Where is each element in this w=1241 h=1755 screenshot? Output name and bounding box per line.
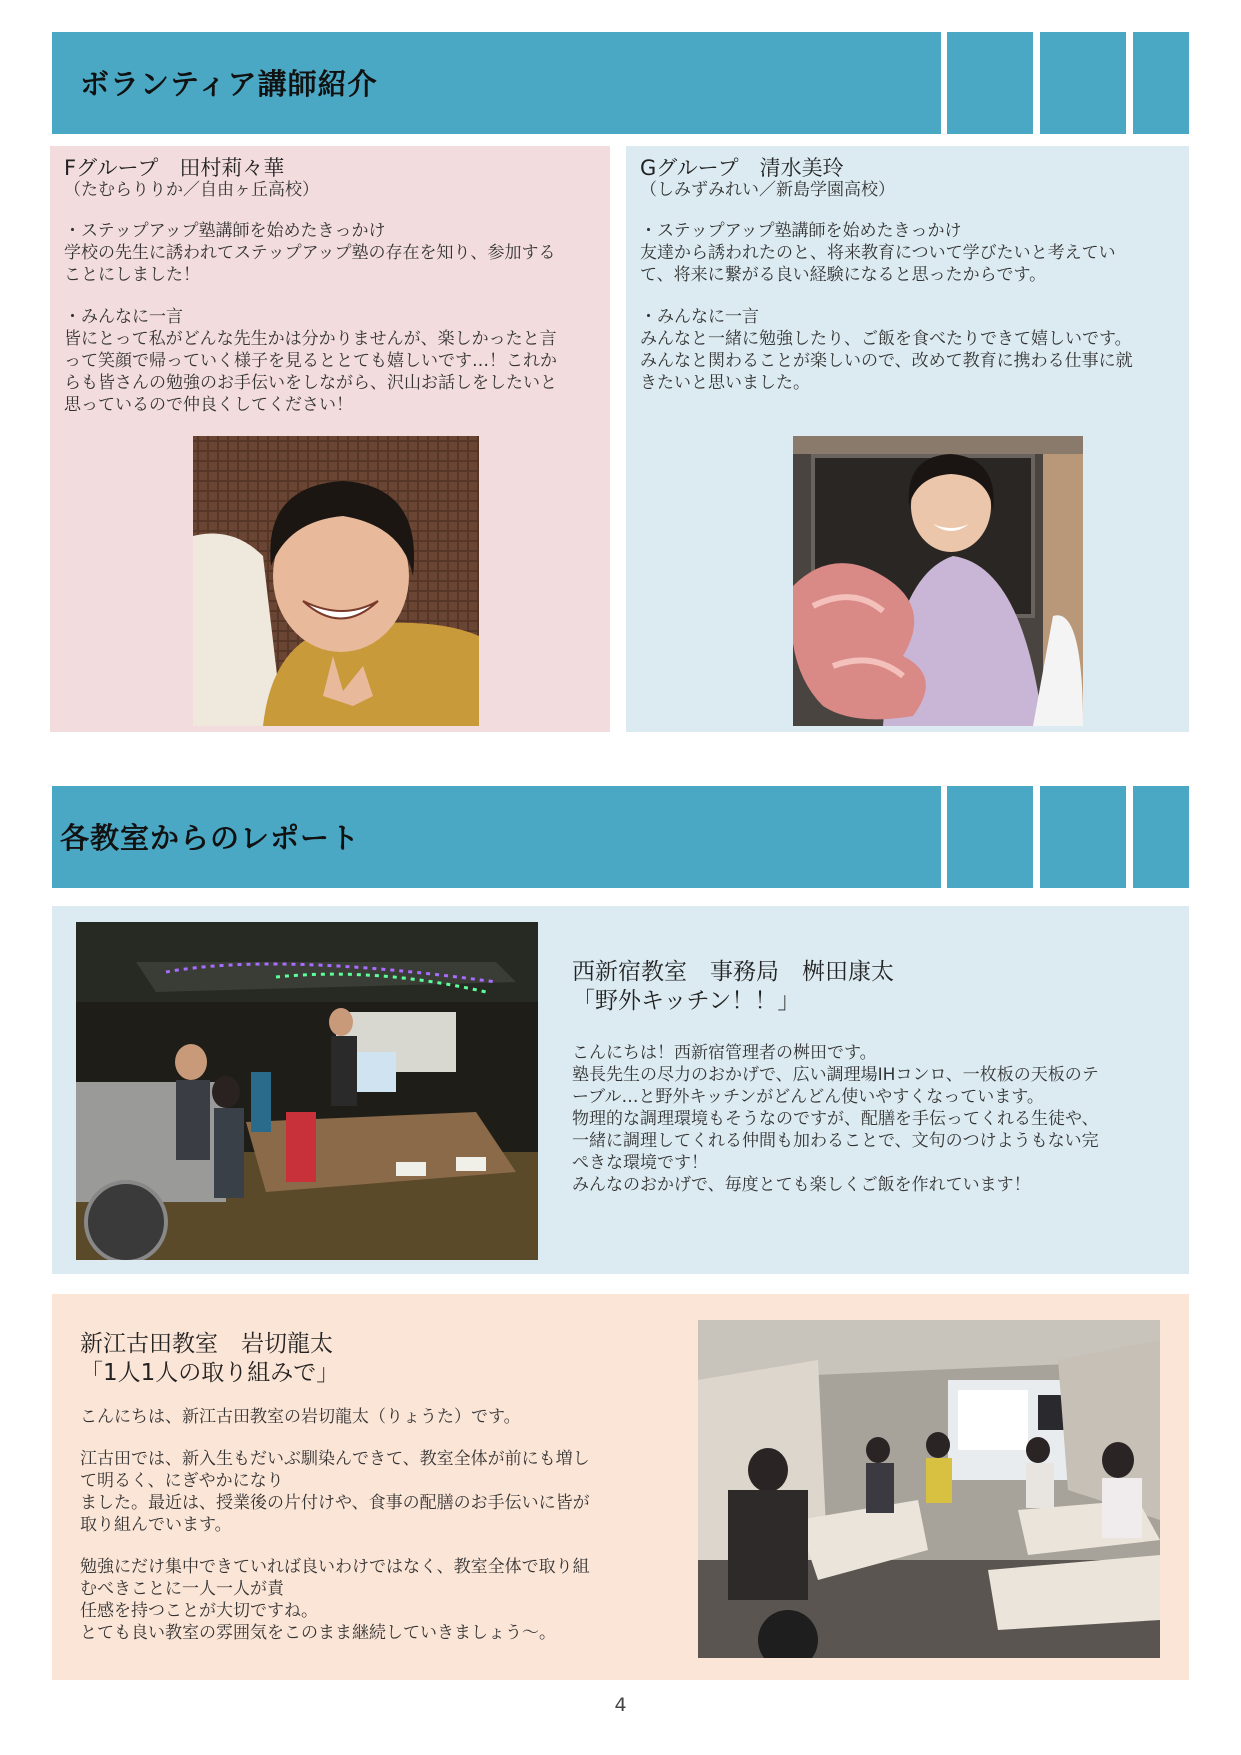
question-heading: ・みんなに一言 [64, 307, 183, 327]
banner-decor-square [1040, 32, 1126, 134]
section-title-volunteers: ボランティア講師紹介 [80, 67, 378, 101]
answer-text: 皆にとって私がどんな先生かは分かりませんが、楽しかったと言 って笑顔で帰っていく様子を見るととても嬉しいです…！これか らも皆さんの勉強のお手伝いをしながら、沢山お話しをしたいと 思っているので仲良くしてください！ [64, 329, 557, 415]
section-banner-volunteers [52, 32, 941, 134]
volunteer-name: Gグループ 清水美玲 [640, 156, 844, 180]
volunteer-school: （たむらりりか／自由ヶ丘高校） [64, 180, 319, 200]
volunteer-name: Fグループ 田村莉々華 [64, 156, 285, 180]
report-body: 江古田では、新入生もだいぶ馴染んできて、教室全体が前にも増し て明るく、にぎやかになり ました。最近は、授業後の片付けや、食事の配膳のお手伝いに皆が 取り組んでいます。 [80, 1449, 590, 1535]
report-body: 勉強にだけ集中できていれば良いわけではなく、教室全体で取り組 むべきことに一人一人が責 任感を持つことが大切ですね。 とても良い教室の雰囲気をこのまま継続していきましょう〜。 [80, 1557, 590, 1643]
page-number: 4 [614, 1694, 627, 1716]
volunteer-card-g [626, 146, 1189, 732]
report-card-shinegota [52, 1294, 1189, 1680]
banner-decor-square [1133, 32, 1189, 134]
report-author: 西新宿教室 事務局 桝田康太 [572, 959, 894, 985]
outdoor-kitchen-photo [76, 922, 538, 1260]
report-headline: 「野外キッチン！！」 [572, 988, 801, 1014]
answer-text: 友達から誘われたのと、将来教育について学びたいと考えてい て、将来に繋がる良い経験になると思ったからです。 [640, 243, 1116, 285]
report-body: こんにちは、新江古田教室の岩切龍太（りょうた）です。 [80, 1407, 521, 1427]
report-author: 新江古田教室 岩切龍太 [80, 1331, 333, 1357]
question-heading: ・ステップアップ塾講師を始めたきっかけ [64, 221, 386, 241]
banner-decor-square [1040, 786, 1126, 888]
section-banner-reports [52, 786, 941, 888]
volunteer-school: （しみずみれい／新島学園高校） [640, 180, 895, 200]
banner-decor-square [947, 32, 1033, 134]
banner-decor-square [947, 786, 1033, 888]
question-heading: ・みんなに一言 [640, 307, 759, 327]
question-heading: ・ステップアップ塾講師を始めたきっかけ [640, 221, 962, 241]
banner-decor-square [1133, 786, 1189, 888]
report-body: こんにちは！西新宿管理者の桝田です。 塾長先生の尽力のおかげで、広い調理場IHコンロ、一枚板の天板のテ ーブル…と野外キッチンがどんどん使いやすくなっています。 物理的な調理環境もそうなのですが、配膳を手伝ってくれる生徒や、 一緒に調理してくれる仲間も加わることで、文句のつけようもない完 ぺきな環境です！ みんなのおかげで、毎度とても楽しくご飯を作れています！ [572, 1043, 1099, 1195]
answer-text: みんなと一緒に勉強したり、ご飯を食べたりできて嬉しいです。 みんなと関わることが楽しいので、改めて教育に携わる仕事に就 きたいと思いました。 [640, 329, 1133, 393]
volunteer-card-f [50, 146, 610, 732]
report-card-nishishinjuku [52, 906, 1189, 1274]
answer-text: 学校の先生に誘われてステップアップ塾の存在を知り、参加する ことにしました！ [64, 243, 556, 285]
volunteer-portrait-photo [193, 436, 479, 726]
classroom-photo [698, 1320, 1160, 1658]
report-headline: 「1人1人の取り組みで」 [80, 1360, 340, 1386]
section-title-reports: 各教室からのレポート [60, 821, 361, 855]
volunteer-portrait-photo [793, 436, 1083, 726]
